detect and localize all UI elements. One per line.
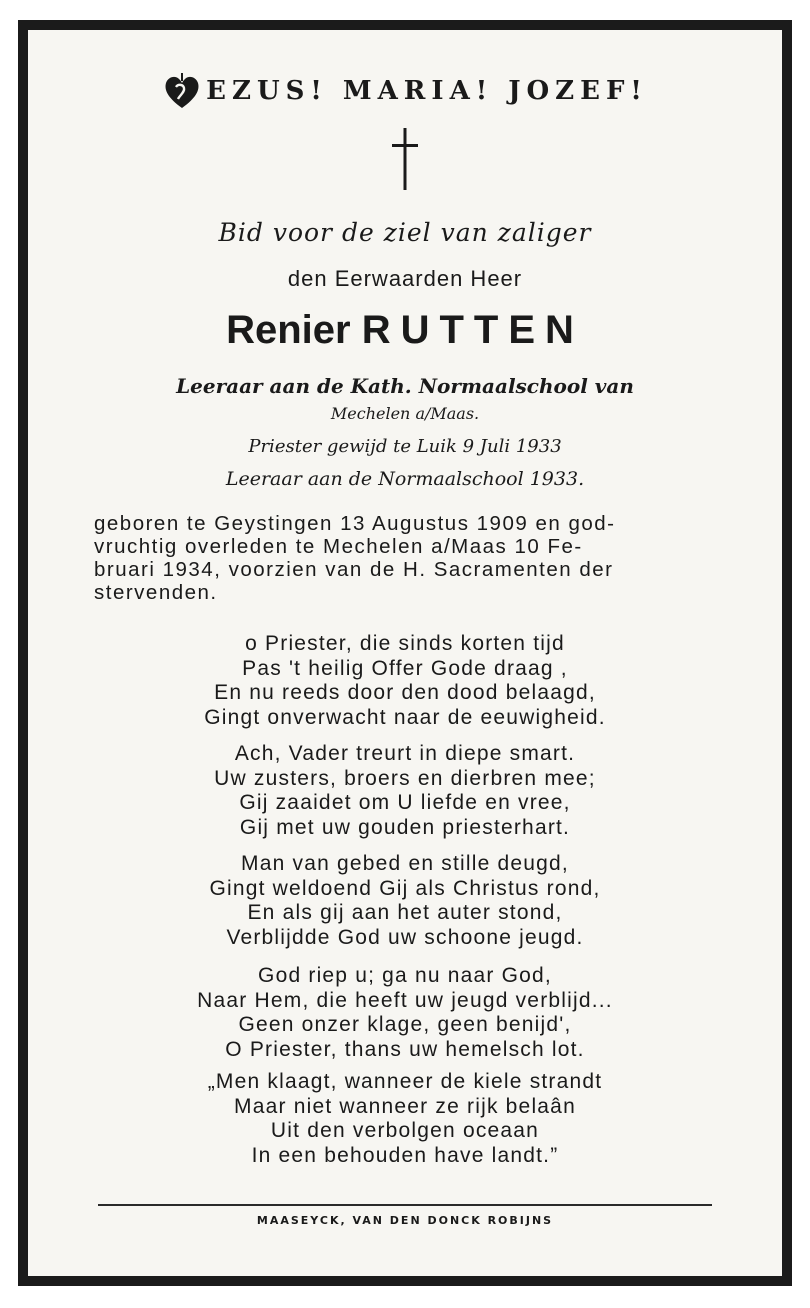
deceased-name bbox=[40, 308, 770, 353]
cross-icon bbox=[389, 126, 421, 192]
poem-line: Uw zusters, broers en dierbren mee; bbox=[214, 766, 596, 790]
poem-line: Man van gebed en stille deugd, bbox=[241, 852, 569, 875]
biography bbox=[94, 512, 726, 604]
poem-line: En nu reeds door den dood belaagd, bbox=[214, 681, 596, 704]
ordination-line: Priester gewijd te Luik 9 Juli 1933 bbox=[248, 436, 562, 457]
honorific-line: den Eerwaarden Heer bbox=[287, 266, 523, 291]
poem-line: o Priester, die sinds korten tijd bbox=[245, 632, 565, 655]
poem-line: O Priester, thans uw hemelsch lot. bbox=[225, 1037, 585, 1061]
poem-line: En als gij aan het auter stond, bbox=[247, 901, 563, 924]
position-line: Mechelen a/Maas. bbox=[330, 404, 480, 423]
sacred-heart-icon bbox=[162, 72, 202, 112]
poem-line: „Men klaagt, wanneer de kiele strandt bbox=[207, 1070, 603, 1093]
poem-line: Gingt onverwacht naar de eeuwigheid. bbox=[204, 705, 606, 729]
poem-stanza bbox=[40, 632, 770, 730]
poem-line: Ach, Vader treurt in diepe smart. bbox=[234, 742, 576, 765]
printer-imprint: MAASEYCK, VAN DEN DONCK ROBIJNS bbox=[256, 1214, 554, 1227]
poem-line: Pas 't heilig Offer Gode draag , bbox=[242, 656, 568, 680]
closing-quote bbox=[40, 1070, 770, 1168]
bio-line: stervenden. bbox=[94, 581, 218, 604]
card-content bbox=[40, 30, 770, 1276]
poem-line: Uit den verbolgen oceaan bbox=[270, 1119, 540, 1142]
header-text: EZUS! MARIA! JOZEF! bbox=[206, 76, 648, 106]
divider bbox=[98, 1204, 712, 1206]
header bbox=[40, 72, 770, 112]
poem-line: God riep u; ga nu naar God, bbox=[258, 964, 552, 987]
poem-line: Naar Hem, die heeft uw jeugd verblijd... bbox=[197, 988, 613, 1012]
prayer-line: Bid voor de ziel van zaliger bbox=[218, 218, 592, 247]
poem-line: Gij met uw gouden priesterhart. bbox=[239, 815, 571, 839]
poem-line: Verblijdde God uw schoone jeugd. bbox=[226, 925, 584, 949]
poem-line: Gij zaaidet om U liefde en vree, bbox=[239, 791, 571, 814]
poem-line: Gingt weldoend Gij als Christus rond, bbox=[209, 876, 601, 900]
poem-stanza bbox=[40, 852, 770, 950]
poem-line: Geen onzer klage, geen benijd', bbox=[238, 1013, 572, 1036]
poem-stanza bbox=[40, 742, 770, 840]
first-name: Renier bbox=[226, 308, 351, 352]
position-line: Leeraar aan de Kath. Normaalschool van bbox=[176, 374, 634, 398]
poem-stanza bbox=[40, 964, 770, 1062]
bio-line: bruari 1934, voorzien van de H. Sacramenten der bbox=[94, 558, 614, 581]
surname: RUTTEN bbox=[361, 308, 584, 352]
poem-line: In een behouden have landt.” bbox=[251, 1143, 559, 1167]
teaching-line: Leeraar aan de Normaalschool 1933. bbox=[225, 468, 585, 490]
bio-line: vruchtig overleden te Mechelen a/Maas 10 Fe- bbox=[94, 535, 583, 558]
memorial-card bbox=[18, 20, 792, 1286]
bio-line: geboren te Geystingen 13 Augustus 1909 en god- bbox=[94, 512, 616, 535]
poem-line: Maar niet wanneer ze rijk belaân bbox=[234, 1094, 576, 1118]
